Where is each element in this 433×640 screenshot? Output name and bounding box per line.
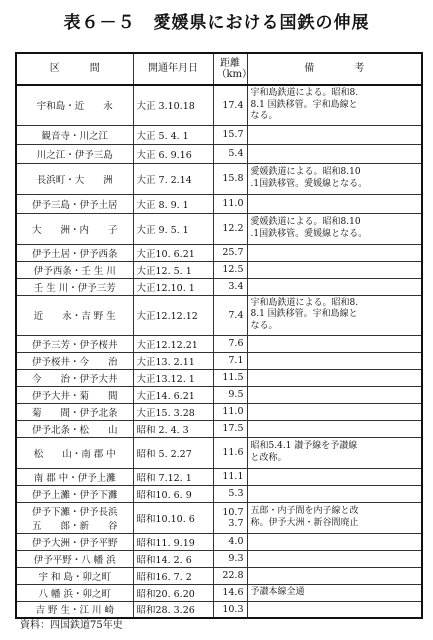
date-cell: 昭和16. 7. 2 <box>133 567 213 584</box>
note-line: なる。 <box>250 110 278 121</box>
date-cell: 大正12.12.12 <box>133 295 213 335</box>
note-cell <box>247 437 422 468</box>
table-row <box>16 369 422 386</box>
table-row <box>16 213 422 244</box>
date-cell: 大正12.12.21 <box>133 335 213 352</box>
date-cell: 大正 6. 9.16 <box>133 144 213 163</box>
note-cell <box>247 125 422 144</box>
distance-value: 15.7 <box>222 129 244 140</box>
distance-cell <box>213 144 247 163</box>
date-cell: 大正10. 6.21 <box>133 244 213 261</box>
distance-value: 14.6 <box>222 587 244 598</box>
date-cell: 大正14. 6.21 <box>133 386 213 403</box>
table-row <box>16 386 422 403</box>
note-cell <box>247 386 422 403</box>
date-cell: 昭和 5. 2.27 <box>133 437 213 468</box>
distance-value: 5.3 <box>228 488 244 499</box>
date-cell: 大正15. 3.28 <box>133 403 213 420</box>
note-line: .1国鉄移管。愛媛線となる。 <box>250 178 368 189</box>
note-cell <box>247 194 422 213</box>
note-cell <box>247 335 422 352</box>
distance-value: 11.0 <box>222 198 244 209</box>
note-cell <box>247 261 422 278</box>
distance-cell <box>213 386 247 403</box>
section-line: 宇和島・近 永 <box>36 101 113 113</box>
distance-cell <box>213 194 247 213</box>
note-cell <box>247 369 422 386</box>
table-row <box>16 295 422 335</box>
section-line: 大 洲・内 子 <box>31 224 118 236</box>
section-cell <box>16 502 133 533</box>
table-row <box>16 352 422 369</box>
table-row <box>16 584 422 601</box>
date-cell: 大正12.10. 1 <box>133 278 213 295</box>
section-cell <box>16 144 133 163</box>
note-line: 愛媛鉄道による。昭和8.10 <box>250 217 361 228</box>
distance-cell <box>213 369 247 386</box>
distance-value: 9.5 <box>228 389 244 400</box>
distance-value: 12.5 <box>222 264 244 275</box>
note-line: 称。伊予大洲・新谷間廃止 <box>250 517 359 528</box>
date-cell: 昭和10.10. 6 <box>133 502 213 533</box>
date-cell: 昭和11. 9.19 <box>133 533 213 550</box>
distance-cell <box>213 533 247 550</box>
date-cell: 大正13. 2.11 <box>133 352 213 369</box>
header-notes: 備 考 <box>247 53 422 85</box>
section-cell <box>16 194 133 213</box>
date-cell: 大正 8. 9. 1 <box>133 194 213 213</box>
section-line: 伊予三島・伊予土居 <box>31 199 118 211</box>
table-row <box>16 144 422 163</box>
distance-value: 11.0 <box>222 406 244 417</box>
distance-value: 3.7 <box>228 517 244 529</box>
table-body <box>16 85 422 618</box>
distance-cell <box>213 468 247 485</box>
table-row <box>16 403 422 420</box>
section-line: 観音寺・川之江 <box>41 130 108 142</box>
note-cell <box>247 213 422 244</box>
note-line: なる。 <box>250 320 278 331</box>
section-cell <box>16 213 133 244</box>
table-row <box>16 163 422 194</box>
distance-cell <box>213 550 247 567</box>
distance-cell <box>213 437 247 468</box>
section-cell <box>16 244 133 261</box>
section-line: 今 治・伊予大井 <box>31 373 118 385</box>
note-cell <box>247 420 422 437</box>
date-cell: 昭和 2. 4. 3 <box>133 420 213 437</box>
distance-value: 17.5 <box>222 423 244 434</box>
note-line: 愛媛鉄道による。昭和8.10 <box>250 167 361 178</box>
date-cell: 昭和28. 3.26 <box>133 601 213 618</box>
distance-cell <box>213 335 247 352</box>
section-cell <box>16 261 133 278</box>
note-cell <box>247 502 422 533</box>
header-section: 区 間 <box>16 53 133 85</box>
section-cell <box>16 386 133 403</box>
distance-value: 11.1 <box>222 471 244 482</box>
date-cell: 大正 9. 5. 1 <box>133 213 213 244</box>
table-row <box>16 567 422 584</box>
table-row <box>16 261 422 278</box>
table-row <box>16 485 422 502</box>
table-row <box>16 533 422 550</box>
distance-value: 22.8 <box>222 570 244 581</box>
section-cell <box>16 468 133 485</box>
table-row <box>16 550 422 567</box>
header-distance <box>213 53 253 85</box>
date-cell: 昭和14. 2. 6 <box>133 550 213 567</box>
note-cell <box>247 468 422 485</box>
distance-cell <box>213 278 247 295</box>
section-line: 川之江・伊予三島 <box>36 149 113 161</box>
section-line: 伊予土居・伊予西条 <box>31 248 118 260</box>
distance-value: 10.3 <box>222 603 244 615</box>
section-line: 壬 生 川・伊予三芳 <box>33 282 116 294</box>
distance-cell <box>213 261 247 278</box>
section-line: 松 山・南 郡 中 <box>33 448 116 460</box>
section-line: 近 永・吉 野 生 <box>33 311 116 322</box>
date-cell: 大正 5. 4. 1 <box>133 125 213 144</box>
date-cell: 大正13.12. 1 <box>133 369 213 386</box>
section-line: 菊 間・伊予北条 <box>31 407 118 419</box>
railway-extension-table <box>15 52 423 619</box>
distance-cell <box>213 244 247 261</box>
distance-value: 7.1 <box>228 355 244 366</box>
section-line: 五 郎・新 谷 <box>31 520 118 532</box>
source-note: 資料：四国鉄道75年史 <box>20 620 123 631</box>
header-date: 開通年月日 <box>133 53 213 85</box>
distance-value: 25.7 <box>222 247 244 258</box>
note-cell <box>247 352 422 369</box>
distance-value: 11.5 <box>222 372 244 383</box>
table-row <box>16 278 422 295</box>
note-cell <box>247 550 422 567</box>
distance-cell <box>213 85 247 125</box>
distance-value: 9.3 <box>228 553 244 564</box>
date-cell: 昭和 7.12. 1 <box>133 468 213 485</box>
section-line: 伊予桜井・今 治 <box>31 356 118 368</box>
table-row <box>16 335 422 352</box>
distance-cell <box>213 485 247 502</box>
note-line: 五郎・内子間を内子線と改 <box>250 506 359 517</box>
section-line: 伊予下灘・伊予長浜 <box>31 506 118 518</box>
section-cell <box>16 437 133 468</box>
section-cell <box>16 369 133 386</box>
note-line: 予讃本線全通 <box>250 586 305 597</box>
distance-value: 15.8 <box>222 173 244 184</box>
note-line: .1国鉄移管。愛媛線となる。 <box>250 228 368 239</box>
distance-value: 12.2 <box>222 223 244 234</box>
distance-cell <box>213 502 247 533</box>
table-row <box>16 420 422 437</box>
table-row <box>16 244 422 261</box>
section-line: 伊予三芳・伊予桜井 <box>31 339 118 351</box>
section-cell <box>16 125 133 144</box>
distance-cell <box>213 352 247 369</box>
table-row <box>16 125 422 144</box>
table-row <box>16 437 422 468</box>
note-cell <box>247 584 422 601</box>
distance-cell <box>213 163 247 194</box>
header-distance-label: 距離 <box>220 57 240 69</box>
note-cell <box>247 295 422 335</box>
note-line: 宇和島鉄道による。昭和8. <box>250 298 359 309</box>
section-cell <box>16 335 133 352</box>
distance-value: 4.0 <box>228 536 244 547</box>
section-cell <box>16 533 133 550</box>
distance-value: 5.4 <box>228 148 244 159</box>
section-cell <box>16 352 133 369</box>
table-row <box>16 468 422 485</box>
section-cell <box>16 295 133 335</box>
note-cell <box>247 485 422 502</box>
section-line: 南 郡 中・伊予上灘 <box>33 472 116 484</box>
date-cell: 大正 7. 2.14 <box>133 163 213 194</box>
distance-cell <box>213 295 247 335</box>
section-line: 伊予上灘・伊予下灘 <box>31 489 118 501</box>
note-cell <box>247 567 422 584</box>
section-line: 伊予平野・八 幡 浜 <box>33 554 116 566</box>
section-line: 吉 野 生・江 川 崎 <box>35 605 115 617</box>
note-cell <box>247 533 422 550</box>
distance-value: 7.4 <box>228 309 244 321</box>
table-row <box>16 85 422 125</box>
distance-value: 7.6 <box>228 338 244 349</box>
header-distance-unit: （km） <box>216 69 253 80</box>
distance-cell <box>213 584 247 601</box>
section-line: 長浜町・大 洲 <box>36 174 113 186</box>
header-row <box>16 53 422 85</box>
section-cell <box>16 420 133 437</box>
note-cell <box>247 278 422 295</box>
distance-value: 11.6 <box>222 447 244 458</box>
note-cell <box>247 163 422 194</box>
distance-value: 17.4 <box>222 99 244 111</box>
note-cell <box>247 601 422 618</box>
section-line: 伊予大井・菊 間 <box>31 390 118 402</box>
distance-value: 10.7 <box>222 506 244 518</box>
note-line: 8.1 国鉄移管。宇和島線と <box>250 309 358 320</box>
section-cell <box>16 163 133 194</box>
section-cell <box>16 550 133 567</box>
date-cell: 昭和10. 6. 9 <box>133 485 213 502</box>
section-line: 伊予大洲・伊予平野 <box>31 537 118 549</box>
distance-cell <box>213 125 247 144</box>
section-cell <box>16 85 133 125</box>
note-cell <box>247 244 422 261</box>
distance-cell <box>213 213 247 244</box>
section-cell <box>16 403 133 420</box>
note-cell <box>247 144 422 163</box>
note-line: 宇和島鉄道による。昭和8. <box>250 88 359 99</box>
note-line: 昭和5.4.1 讃予線を予讃線 <box>250 441 358 452</box>
section-cell <box>16 485 133 502</box>
distance-cell <box>213 420 247 437</box>
table-row <box>16 194 422 213</box>
note-cell <box>247 85 422 125</box>
section-line: 八 幡 浜・卯之町 <box>38 588 112 600</box>
section-line: 宇 和 島・卯之町 <box>38 571 112 583</box>
section-cell <box>16 584 133 601</box>
section-line: 伊予北条・松 山 <box>31 424 118 436</box>
note-line: と改称。 <box>250 452 287 463</box>
distance-value: 3.4 <box>228 281 244 292</box>
section-line: 伊予西条・壬 生 川 <box>33 265 116 277</box>
table-row <box>16 502 422 533</box>
distance-cell <box>213 403 247 420</box>
section-cell <box>16 567 133 584</box>
date-cell: 大正 3.10.18 <box>133 85 213 125</box>
distance-cell <box>213 601 247 618</box>
table-title: 表６－５ 愛媛県における国鉄の伸展 <box>63 13 370 33</box>
date-cell: 昭和20. 6.20 <box>133 584 213 601</box>
note-line: 8.1 国鉄移管。宇和島線と <box>250 99 358 110</box>
date-cell: 大正12. 5. 1 <box>133 261 213 278</box>
section-cell <box>16 278 133 295</box>
note-cell <box>247 403 422 420</box>
distance-cell <box>213 567 247 584</box>
